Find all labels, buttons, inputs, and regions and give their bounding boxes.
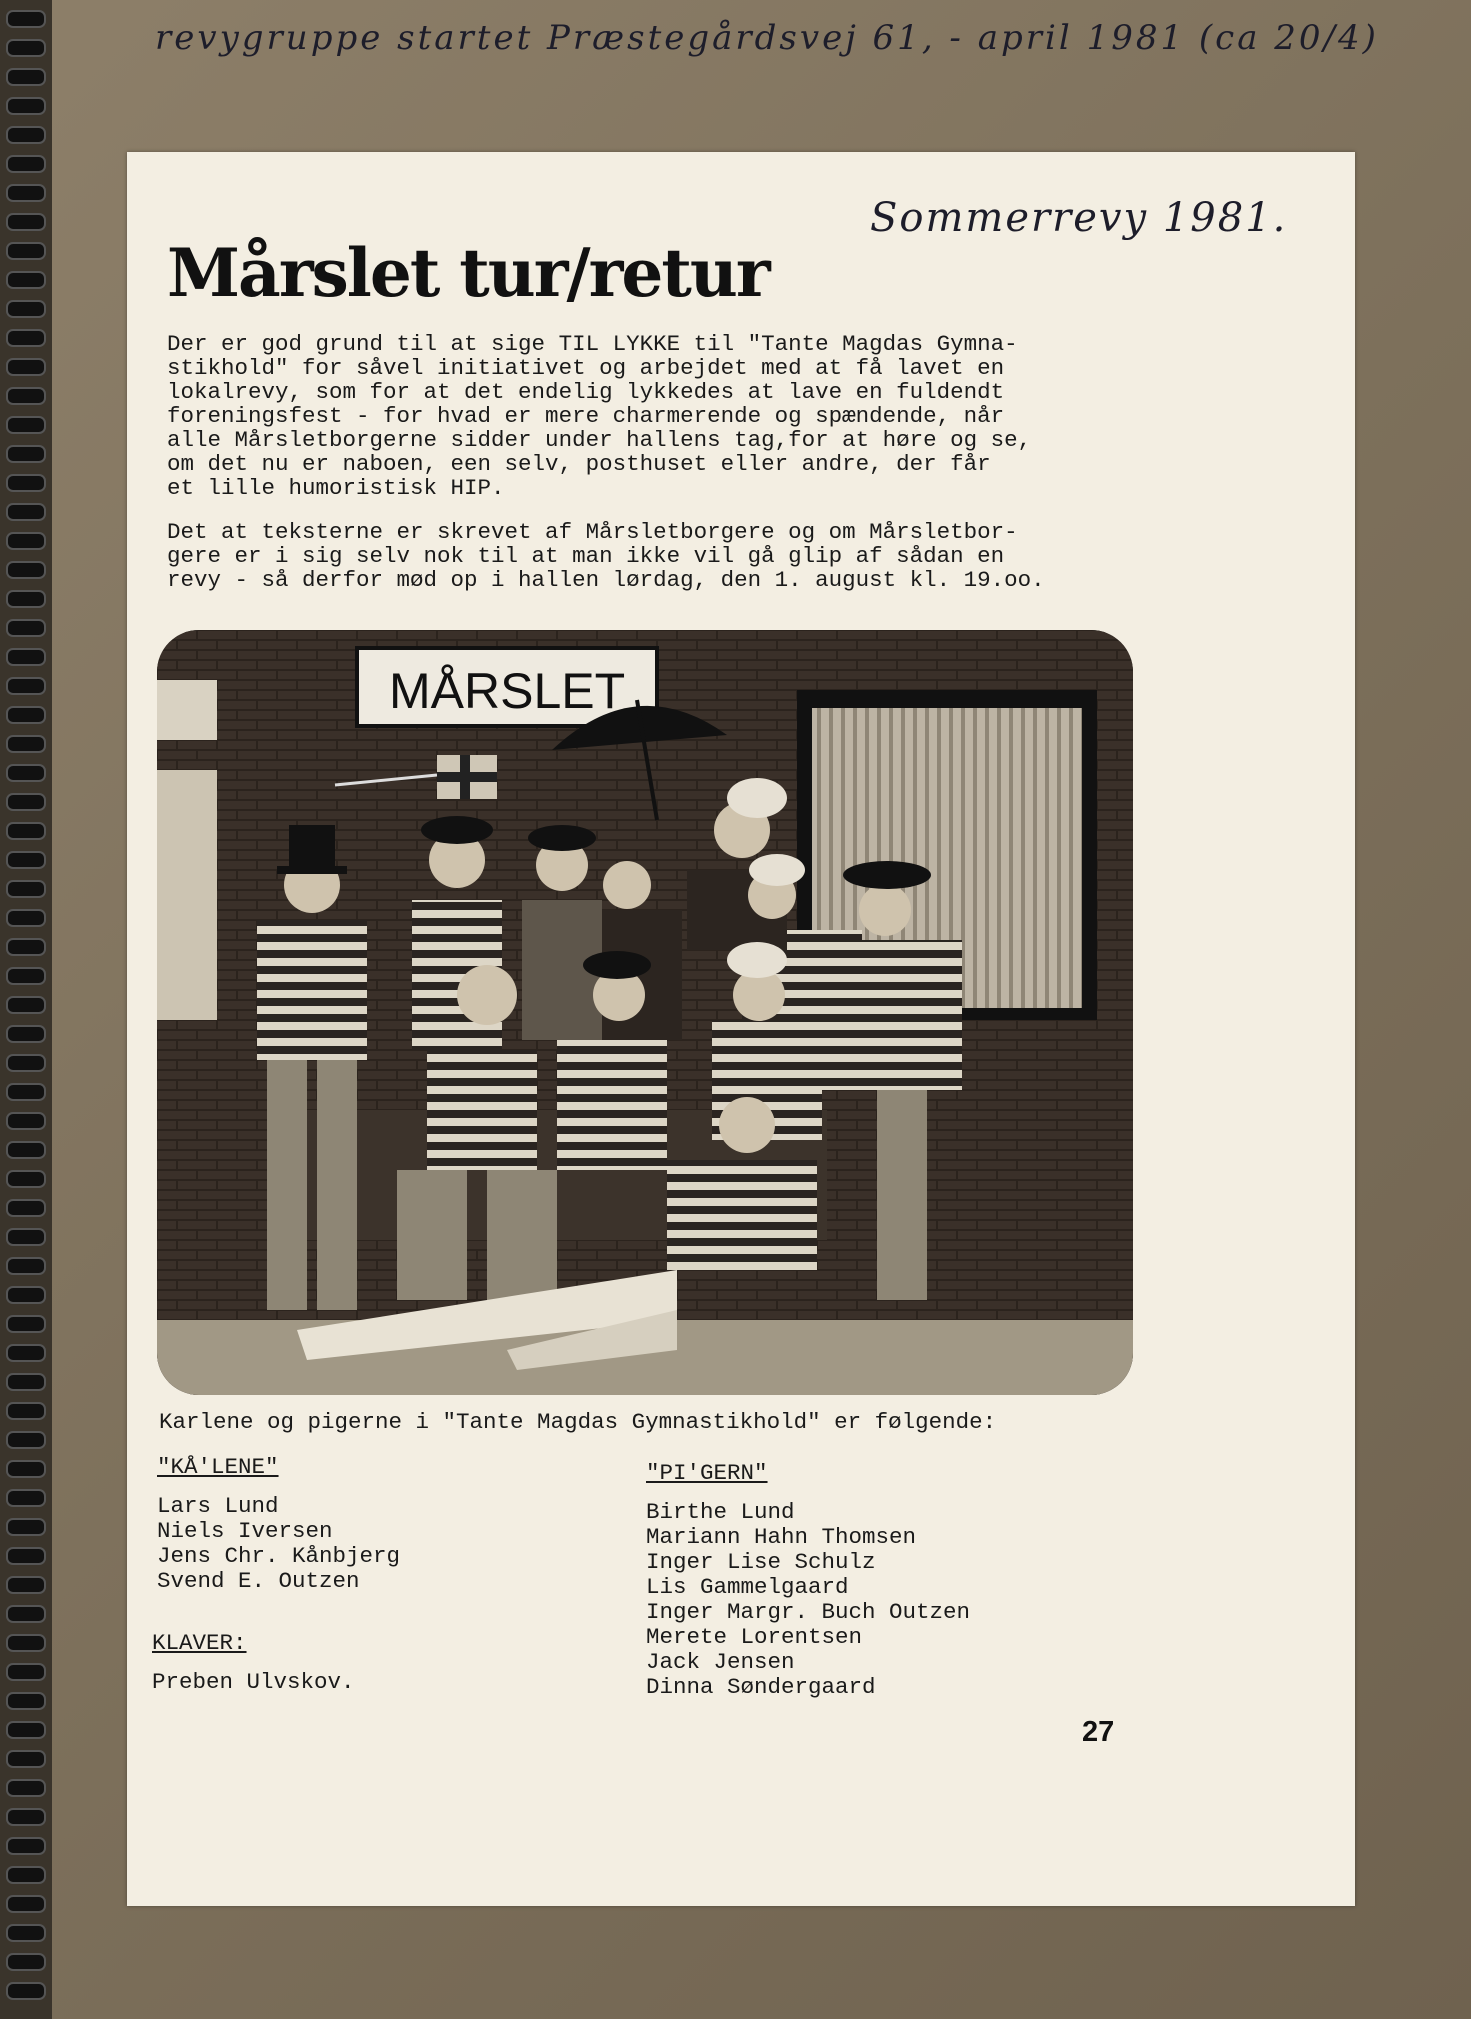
binding-ring	[6, 416, 46, 434]
binding-ring	[6, 358, 46, 376]
list-item: Svend E. Outzen	[157, 1568, 360, 1594]
binding-ring	[6, 387, 46, 405]
binding-ring	[6, 1779, 46, 1797]
photo-caption: Karlene og pigerne i "Tante Magdas Gymnastikhold" er følgende:	[159, 1409, 997, 1435]
binding-ring	[6, 97, 46, 115]
list-item: Inger Margr. Buch Outzen	[646, 1599, 971, 1625]
binding-ring	[6, 1199, 46, 1217]
list-item: Niels Iversen	[157, 1518, 333, 1544]
binding-ring	[6, 503, 46, 521]
binding-ring	[6, 967, 46, 985]
binding-ring	[6, 1634, 46, 1652]
binding-ring	[6, 68, 46, 86]
binding-ring	[6, 1866, 46, 1884]
binding-ring	[6, 1953, 46, 1971]
handwritten-header-note: revygruppe startet Præstegårdsvej 61, - april 1981 (ca 20/4)	[155, 18, 1379, 58]
binding-ring	[6, 561, 46, 579]
binding-ring	[6, 39, 46, 57]
binding-ring	[6, 619, 46, 637]
binding-ring	[6, 1112, 46, 1130]
page-number: 27	[1082, 1716, 1115, 1748]
binding-ring	[6, 271, 46, 289]
article-paragraph-1: Der er god grund til at sige TIL LYKKE til "Tante Magdas Gymna- stikhold" for såvel initiativet og arbejdet med at få lavet en lokalrevy, som for at det endelig lykkedes at lave en fuldendt foreningsfest - for hvad er mere charmerende og spændende, når alle Mårsletborgerne sidder under hallens tag,for at høre og se, om det nu er naboen, een selv, posthuset eller andre, der får et lille humoristisk HIP.	[167, 331, 1032, 501]
binding-ring	[6, 1692, 46, 1710]
list-item: Mariann Hahn Thomsen	[646, 1524, 917, 1550]
binding-ring	[6, 242, 46, 260]
binding-ring	[6, 532, 46, 550]
binding-ring	[6, 880, 46, 898]
binding-ring	[6, 155, 46, 173]
binding-ring	[6, 648, 46, 666]
binding-ring	[6, 909, 46, 927]
article-title: Mårslet tur/retur	[167, 234, 769, 312]
binding-ring	[6, 1808, 46, 1826]
binding-ring	[6, 1837, 46, 1855]
binding-ring	[6, 996, 46, 1014]
binding-ring	[6, 1460, 46, 1478]
binding-ring	[6, 1170, 46, 1188]
binding-ring	[6, 445, 46, 463]
cast-men-column	[157, 1454, 400, 1594]
list-item: Birthe Lund	[646, 1499, 795, 1525]
binding-ring	[6, 1228, 46, 1246]
photo-sign-text: MÅRSLET	[389, 663, 626, 719]
binding-ring	[6, 1315, 46, 1333]
binding-ring	[6, 213, 46, 231]
binding-ring	[6, 1924, 46, 1942]
binding-ring	[6, 735, 46, 753]
binding-ring	[6, 706, 46, 724]
list-item: Preben Ulvskov.	[152, 1669, 355, 1695]
list-item: Inger Lise Schulz	[646, 1549, 876, 1575]
binding-ring	[6, 1344, 46, 1362]
binding-ring	[6, 590, 46, 608]
binding-ring	[6, 1489, 46, 1507]
binding-ring	[6, 938, 46, 956]
list-item: Lis Gammelgaard	[646, 1574, 849, 1600]
binding-ring	[6, 764, 46, 782]
article-paragraph-2: Det at teksterne er skrevet af Mårsletborgere og om Mårsletbor- gere er i sig selv nok til at man ikke vil gå glip af sådan en revy - så derfor mød op i hallen lørdag, den 1. august kl. 19.oo.	[167, 519, 1045, 593]
binding-ring	[6, 474, 46, 492]
binding-ring	[6, 1663, 46, 1681]
klaver-heading: KLAVER:	[152, 1630, 247, 1656]
binding-ring	[6, 1141, 46, 1159]
binding-ring	[6, 10, 46, 28]
list-item: Jens Chr. Kånbjerg	[157, 1543, 401, 1569]
binding-ring	[6, 1750, 46, 1768]
list-item: Jack Jensen	[646, 1649, 795, 1675]
women-list	[646, 1500, 970, 1700]
list-item: Dinna Søndergaard	[646, 1674, 876, 1700]
group-photo	[157, 630, 1133, 1395]
binding-ring	[6, 822, 46, 840]
binding-ring	[6, 1895, 46, 1913]
binding-ring	[6, 1286, 46, 1304]
cast-women-column	[646, 1460, 970, 1700]
cast-klaver-column	[152, 1630, 355, 1695]
binding-ring	[6, 1576, 46, 1594]
binding-ring	[6, 1373, 46, 1391]
binding-ring	[6, 1982, 46, 2000]
binding-ring	[6, 1605, 46, 1623]
handwritten-margin-note: Sommerrevy 1981.	[870, 195, 1288, 241]
binding-ring	[6, 677, 46, 695]
binding-ring	[6, 793, 46, 811]
newspaper-clipping	[127, 152, 1355, 1906]
binding-ring	[6, 1518, 46, 1536]
binding-ring	[6, 1257, 46, 1275]
binding-ring	[6, 1431, 46, 1449]
binding-ring	[6, 300, 46, 318]
binding-ring	[6, 1547, 46, 1565]
men-heading: "KÅ'LENE"	[157, 1454, 279, 1480]
list-item: Merete Lorentsen	[646, 1624, 863, 1650]
binding-ring	[6, 1721, 46, 1739]
women-heading: "PI'GERN"	[646, 1460, 768, 1486]
binding-ring	[6, 329, 46, 347]
binding-ring	[6, 126, 46, 144]
binding-ring	[6, 1083, 46, 1101]
binding-ring	[6, 851, 46, 869]
binding-ring	[6, 1054, 46, 1072]
binding-ring	[6, 1025, 46, 1043]
klaver-list	[152, 1670, 355, 1695]
binding-ring	[6, 1402, 46, 1420]
men-list	[157, 1494, 400, 1594]
spiral-binding	[0, 0, 52, 2019]
binding-ring	[6, 184, 46, 202]
list-item: Lars Lund	[157, 1493, 279, 1519]
